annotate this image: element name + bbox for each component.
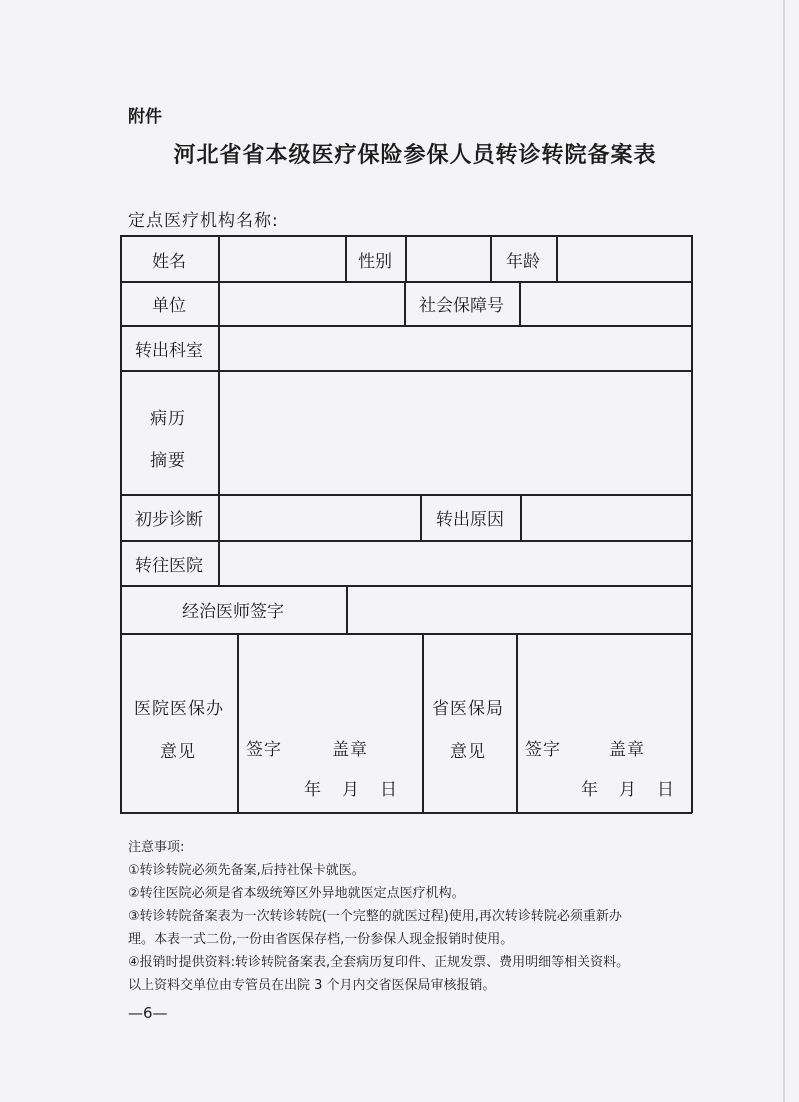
page-fold-line: [783, 0, 785, 1102]
unit-label: 单位: [152, 296, 186, 316]
hospital-year-label: 年: [304, 780, 322, 800]
bureau-day-label: 日: [657, 780, 675, 800]
bureau-month-label: 月: [619, 780, 637, 800]
hospital-month-label: 月: [342, 780, 360, 800]
preliminary-diagnosis-label: 初步诊断: [135, 510, 203, 530]
target-hospital-label: 转往医院: [135, 555, 203, 576]
social-security-label: 社会保障号: [419, 296, 504, 316]
medical-history-field[interactable]: [219, 371, 691, 494]
medical-history-label-line2: 摘要: [150, 451, 186, 471]
transfer-reason-field[interactable]: [521, 495, 691, 540]
age-label: 年龄: [506, 251, 540, 272]
hospital-sign-label: 签字: [246, 740, 282, 760]
name-field[interactable]: [219, 236, 345, 282]
gender-field[interactable]: [406, 236, 490, 282]
hospital-day-label: 日: [380, 780, 398, 800]
hospital-office-label-line2: 意见: [160, 742, 196, 762]
hospital-seal-label: 盖章: [332, 740, 368, 760]
doctor-signature-field[interactable]: [347, 586, 691, 633]
provincial-bureau-label-line2: 意见: [450, 742, 486, 762]
age-field[interactable]: [557, 236, 691, 282]
note-item: 以上资料交单位由专管员在出院 3 个月内交省医保局审核报销。: [128, 978, 496, 993]
transfer-reason-label: 转出原因: [436, 510, 504, 530]
notes-section: [128, 836, 629, 997]
target-hospital-field[interactable]: [219, 541, 691, 585]
note-item: ②转往医院必须是省本级统筹区外异地就医定点医疗机构。: [128, 886, 465, 901]
transfer-out-dept-field[interactable]: [219, 326, 691, 370]
bureau-sign-label: 签字: [525, 740, 561, 760]
hospital-office-label-line1: 医院医保办: [134, 699, 224, 719]
bureau-year-label: 年: [581, 780, 599, 800]
attachment-label: 附件: [128, 107, 162, 127]
medical-history-label-line1: 病历: [150, 409, 186, 429]
bureau-seal-label: 盖章: [609, 740, 645, 760]
hospital-office-opinion-field[interactable]: [238, 634, 422, 812]
note-item: ①转诊转院必须先备案,后持社保卡就医。: [128, 863, 365, 878]
form-title: 河北省省本级医疗保险参保人员转诊转院备案表: [173, 143, 657, 168]
note-item: ③转诊转院备案表为一次转诊转院(一个完整的就医过程)使用,再次转诊转院必须重新办: [128, 909, 622, 924]
social-security-field[interactable]: [520, 282, 691, 325]
notes-heading: 注意事项:: [128, 840, 185, 855]
provincial-bureau-label-line1: 省医保局: [432, 699, 504, 719]
doctor-signature-label: 经治医师签字: [182, 602, 284, 622]
unit-field[interactable]: [219, 282, 404, 325]
page-number: —6—: [128, 1004, 168, 1022]
preliminary-diagnosis-field[interactable]: [219, 495, 420, 540]
gender-label: 性别: [358, 251, 392, 272]
name-label: 姓名: [152, 251, 186, 272]
provincial-bureau-opinion-field[interactable]: [517, 634, 691, 812]
note-item: ④报销时提供资料:转诊转院备案表,全套病历复印件、正规发票、费用明细等相关资料。: [128, 955, 630, 970]
transfer-out-dept-label: 转出科室: [135, 340, 203, 361]
institution-name-label: 定点医疗机构名称:: [128, 211, 279, 231]
note-item: 理。本表一式二份,一份由省医保存档,一份参保人现金报销时使用。: [128, 932, 514, 947]
